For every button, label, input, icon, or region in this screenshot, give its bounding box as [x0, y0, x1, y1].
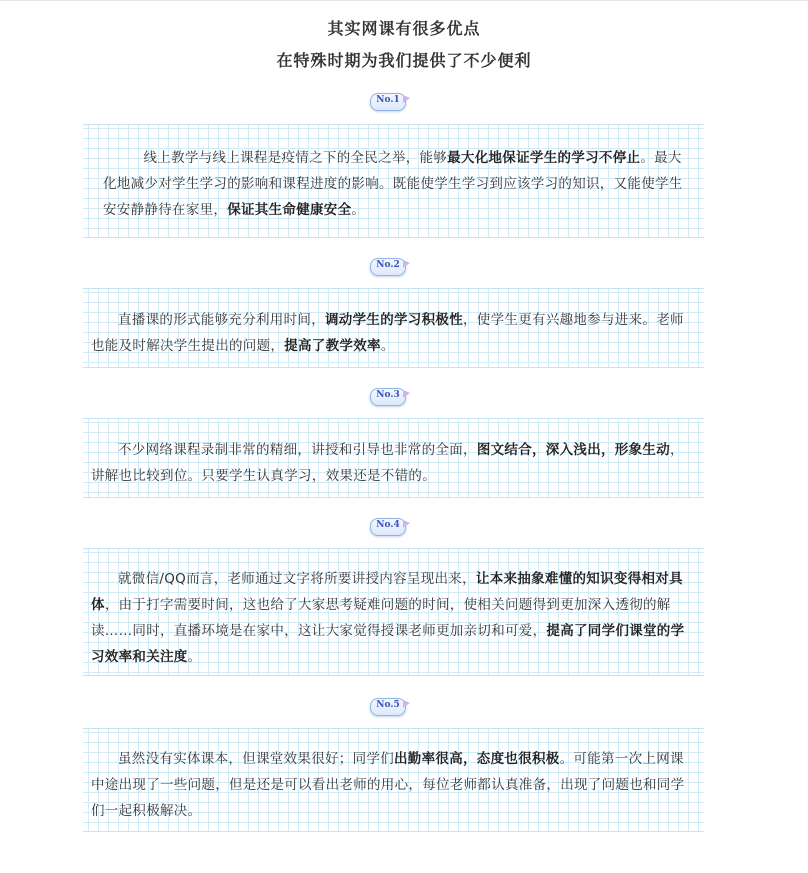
section-card-4 [83, 548, 704, 676]
text-segment: 。最大化地减少对学生学习的影响和课程进度的影响。既能使学生学习到应该学习的知识，又能使学生安安静静待在家里， [103, 150, 683, 218]
text-segment: 。可能第一次上网课中途出现了一些问题，但是还是可以看出老师的用心，每位老师都认真准备，出现了问题也和同学们一起积极解决。 [91, 751, 685, 819]
text-segment: ，由于打字需要时间，这也给了大家思考疑难问题的时间，使相关问题得到更加深入透彻的解读……同时，直播环境是在家中，这让大家觉得授课老师更加亲切和可爱， [91, 597, 671, 639]
text-segment: 。 [187, 649, 202, 665]
section-badge-5 [370, 698, 410, 716]
section-badge-2 [370, 258, 410, 276]
section-paragraph-3 [91, 437, 697, 489]
page-title: 其实网课有很多优点 [327, 19, 481, 38]
section-paragraph-5 [91, 746, 697, 824]
section-card-3 [83, 418, 704, 498]
section-badge-1 [370, 93, 410, 111]
highlight-text: 提高了同学们课堂的学习效率和关注度 [91, 623, 685, 665]
text-segment: 虽然没有实体课本，但课堂效果很好；同学们 [118, 751, 394, 767]
text-segment: 直播课的形式能够充分利用时间， [118, 312, 325, 328]
section-badge-label: No.1 [376, 95, 400, 105]
section-badge-label: No.2 [376, 260, 400, 270]
highlight-text: 最大化地保证学生的学习不停止 [447, 150, 641, 166]
highlight-text: 调动学生的学习积极性 [325, 312, 463, 328]
highlight-text: 图文结合，深入浅出，形象生动 [476, 442, 671, 458]
section-paragraph-4 [91, 566, 697, 670]
highlight-text: 保证其生命健康安全 [227, 202, 352, 218]
text-segment: 就微信/QQ而言，老师通过文字将所要讲授内容呈现出来， [118, 571, 476, 587]
text-segment: ，使学生更有兴趣地参与进来。老师也能及时解决学生提出的问题， [91, 312, 684, 354]
section-card-1 [83, 124, 704, 238]
highlight-text: 出勤率很高，态度也很积极 [394, 751, 560, 767]
section-paragraph-1 [103, 145, 688, 223]
page-subtitle: 在特殊时期为我们提供了不少便利 [276, 51, 532, 70]
highlight-text: 让本来抽象难懂的知识变得相对具体 [91, 571, 683, 613]
section-badge-4 [370, 518, 410, 536]
text-segment: 不少网络课程录制非常的精细，讲授和引导也非常的全面， [118, 442, 477, 458]
section-badge-3 [370, 388, 410, 406]
section-card-5 [83, 728, 704, 832]
section-badge-label: No.3 [376, 390, 400, 400]
text-segment: 。 [351, 202, 366, 218]
text-segment: 。 [380, 338, 395, 354]
text-segment: ，讲解也比较到位。只要学生认真学习，效果还是不错的。 [91, 442, 684, 484]
section-card-2 [83, 288, 704, 368]
top-divider [0, 0, 808, 1]
section-badge-label: No.5 [376, 700, 400, 710]
section-badge-label: No.4 [376, 520, 400, 530]
highlight-text: 提高了教学效率 [284, 338, 381, 354]
section-paragraph-2 [91, 307, 697, 359]
text-segment: 线上教学与线上课程是疫情之下的全民之举，能够 [143, 150, 448, 166]
